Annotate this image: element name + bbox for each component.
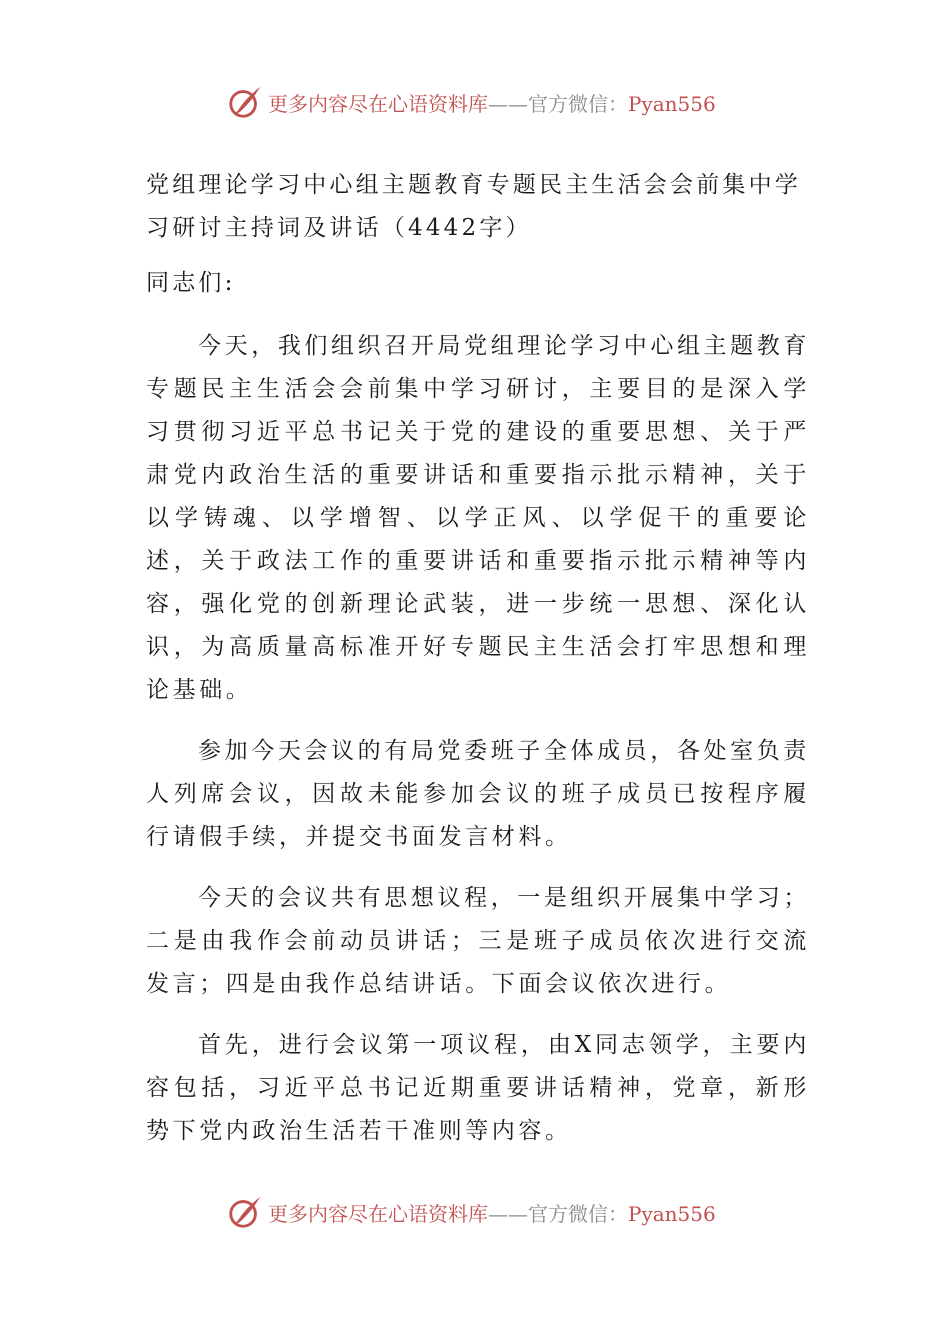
feather-pen-logo-icon bbox=[226, 83, 264, 121]
header-banner bbox=[226, 82, 746, 122]
banner-slogan: 更多内容尽在心语资料库 bbox=[268, 1201, 488, 1226]
document-title: 党组理论学习中心组主题教育专题民主生活会会前集中学习研讨主持词及讲话（4442字） bbox=[146, 172, 801, 241]
footer-banner bbox=[226, 1192, 746, 1232]
paragraph-3: 今天的会议共有思想议程，一是组织开展集中学习；二是由我作会前动员讲话；三是班子成员依次进行交流发言；四是由我作总结讲话。下面会议依次进行。 bbox=[146, 885, 810, 997]
banner-wechat-id: Pyan556 bbox=[628, 1201, 716, 1226]
banner-text bbox=[268, 88, 716, 117]
greeting: 同志们: bbox=[146, 270, 236, 296]
paragraph-4: 首先，进行会议第一项议程，由X同志领学，主要内容包括，习近平总书记近期重要讲话精神，党章，新形势下党内政治生活若干准则等内容。 bbox=[146, 1032, 810, 1144]
banner-dash: —— bbox=[488, 91, 528, 116]
banner-wechat-id: Pyan556 bbox=[628, 91, 716, 116]
document-body bbox=[146, 164, 810, 1153]
banner-wechat-label: 官方微信： bbox=[528, 91, 628, 116]
banner-slogan: 更多内容尽在心语资料库 bbox=[268, 91, 488, 116]
banner-text bbox=[268, 1198, 716, 1227]
feather-pen-logo-icon bbox=[226, 1193, 264, 1231]
paragraph-2: 参加今天会议的有局党委班子全体成员，各处室负责人列席会议，因故未能参加会议的班子成员已按程序履行请假手续，并提交书面发言材料。 bbox=[146, 738, 810, 850]
banner-wechat-label: 官方微信： bbox=[528, 1201, 628, 1226]
banner-dash: —— bbox=[488, 1201, 528, 1226]
paragraph-1: 今天，我们组织召开局党组理论学习中心组主题教育专题民主生活会会前集中学习研讨，主要目的是深入学习贯彻习近平总书记关于党的建设的重要思想、关于严肃党内政治生活的重要讲话和重要指示批示精神，关于以学铸魂、以学增智、以学正风、以学促干的重要论述，关于政法工作的重要讲话和重要指示批示精神等内容，强化党的创新理论武装，进一步统一思想、深化认识，为高质量高标准开好专题民主生活会打牢思想和理论基础。 bbox=[146, 333, 810, 703]
